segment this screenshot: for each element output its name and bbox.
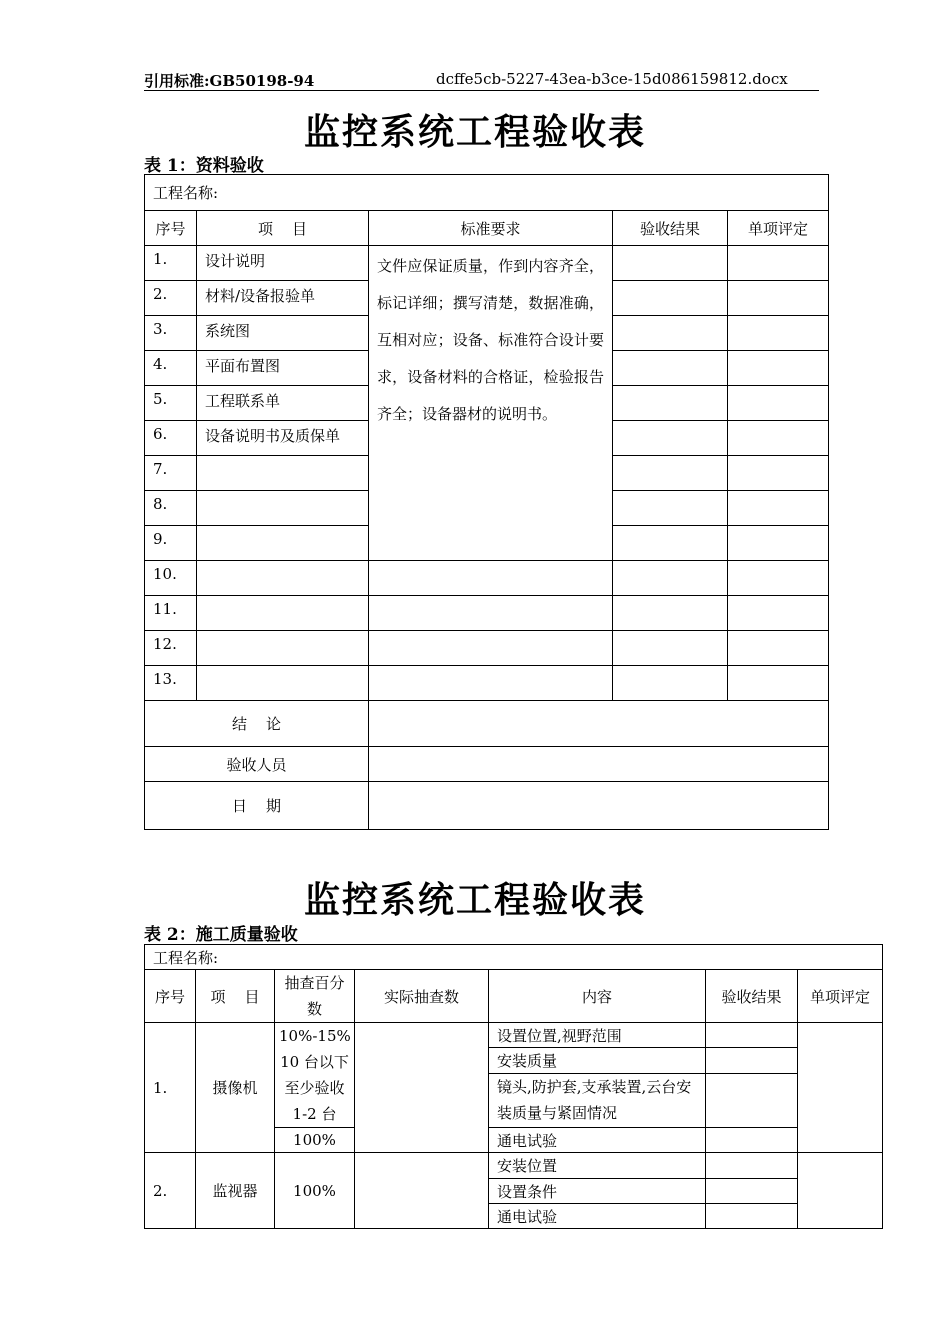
header-sample-percent: 抽查百分数 [275, 970, 355, 1023]
row-seq: 11. [145, 596, 197, 631]
header-rating: 单项评定 [798, 970, 883, 1023]
result-cell[interactable] [706, 1073, 798, 1127]
result-cell[interactable] [613, 526, 728, 561]
row-seq: 2. [145, 1153, 196, 1229]
date-field[interactable] [369, 782, 829, 830]
row-item: 平面布置图 [197, 351, 369, 386]
table2-subtitle: 表 2：施工质量验收 [144, 925, 298, 945]
rating-cell[interactable] [798, 1023, 883, 1153]
table-row [145, 596, 829, 631]
table-row [145, 666, 829, 701]
inspectors-field[interactable] [369, 747, 829, 782]
content-item: 设置位置,视野范围 [489, 1023, 706, 1048]
standard-requirements: 文件应保证质量，作到内容齐全，标记详细；撰写清楚，数据准确，互相对应；设备、标准符合设计要求，设备材料的合格证，检验报告齐全；设备器材的说明书。 [369, 246, 613, 561]
monitor-row [145, 1153, 883, 1179]
row-item: 材料/设备报验单 [197, 281, 369, 316]
rating-cell[interactable] [728, 351, 829, 386]
table-row [145, 561, 829, 596]
row-item: 设备说明书及质保单 [197, 421, 369, 456]
row-seq: 6. [145, 421, 197, 456]
row-seq: 12. [145, 631, 197, 666]
standard-cell[interactable] [369, 666, 613, 701]
result-cell[interactable] [613, 316, 728, 351]
row-seq: 4. [145, 351, 197, 386]
rating-cell[interactable] [728, 456, 829, 491]
result-cell[interactable] [613, 456, 728, 491]
result-cell[interactable] [613, 491, 728, 526]
row-seq: 7. [145, 456, 197, 491]
content-item: 通电试验 [489, 1128, 706, 1153]
construction-quality-table [144, 944, 883, 1229]
result-cell[interactable] [613, 666, 728, 701]
result-cell[interactable] [706, 1204, 798, 1229]
project-name-label: 工程名称: [145, 175, 829, 211]
rating-cell[interactable] [728, 386, 829, 421]
header-seq: 序号 [145, 970, 196, 1023]
sample-percent: 100% [275, 1128, 355, 1153]
rating-cell[interactable] [728, 666, 829, 701]
row-item[interactable] [197, 666, 369, 701]
row-item[interactable] [197, 456, 369, 491]
row-item-monitor: 监视器 [196, 1153, 275, 1229]
header-content: 内容 [489, 970, 706, 1023]
content-item: 通电试验 [489, 1204, 706, 1229]
rating-cell[interactable] [728, 631, 829, 666]
result-cell[interactable] [706, 1128, 798, 1153]
conclusion-label: 结 论 [145, 701, 369, 747]
table-row [145, 246, 829, 281]
project-name-label: 工程名称: [145, 945, 883, 970]
row-item: 系统图 [197, 316, 369, 351]
row-seq: 1. [145, 246, 197, 281]
row-item: 工程联系单 [197, 386, 369, 421]
row-seq: 5. [145, 386, 197, 421]
table1-subtitle: 表 1：资料验收 [144, 156, 264, 176]
row-seq: 13. [145, 666, 197, 701]
documents-acceptance-table [144, 174, 829, 830]
row-item[interactable] [197, 491, 369, 526]
rating-cell[interactable] [728, 316, 829, 351]
header-result: 验收结果 [706, 970, 798, 1023]
table2-title: 监控系统工程验收表 [303, 879, 646, 921]
rating-cell[interactable] [728, 281, 829, 316]
header-rule [144, 90, 819, 91]
row-item: 设计说明 [197, 246, 369, 281]
rating-cell[interactable] [728, 421, 829, 456]
result-cell[interactable] [613, 631, 728, 666]
standard-cell[interactable] [369, 561, 613, 596]
header-item: 项 目 [197, 211, 369, 246]
result-cell[interactable] [706, 1023, 798, 1048]
rating-cell[interactable] [728, 596, 829, 631]
row-item[interactable] [197, 561, 369, 596]
content-item: 设置条件 [489, 1179, 706, 1204]
content-item: 安装质量 [489, 1048, 706, 1073]
standard-cell[interactable] [369, 631, 613, 666]
result-cell[interactable] [706, 1179, 798, 1204]
conclusion-field[interactable] [369, 701, 829, 747]
rating-cell[interactable] [728, 246, 829, 281]
row-seq: 9. [145, 526, 197, 561]
header-standard: 标准要求 [369, 211, 613, 246]
result-cell[interactable] [613, 596, 728, 631]
row-item[interactable] [197, 526, 369, 561]
rating-cell[interactable] [728, 561, 829, 596]
result-cell[interactable] [706, 1153, 798, 1179]
result-cell[interactable] [706, 1048, 798, 1073]
header-seq: 序号 [145, 211, 197, 246]
header-rating: 单项评定 [728, 211, 829, 246]
date-label: 日 期 [145, 782, 369, 830]
document-filename: dcffe5cb-5227-43ea-b3ce-15d086159812.docx [436, 70, 788, 88]
row-seq: 8. [145, 491, 197, 526]
result-cell[interactable] [613, 386, 728, 421]
header-item: 项 目 [196, 970, 275, 1023]
result-cell[interactable] [613, 561, 728, 596]
standard-cell[interactable] [369, 596, 613, 631]
row-item[interactable] [197, 631, 369, 666]
header-actual-count: 实际抽查数 [355, 970, 489, 1023]
result-cell[interactable] [613, 421, 728, 456]
content-item: 安装位置 [489, 1153, 706, 1179]
row-seq: 1. [145, 1023, 196, 1153]
row-seq: 3. [145, 316, 197, 351]
sample-percent: 100% [275, 1153, 355, 1229]
reference-standard: 引用标准:GB50198-94 [144, 72, 315, 90]
table1-title: 监控系统工程验收表 [303, 111, 646, 153]
inspectors-label: 验收人员 [145, 747, 369, 782]
row-seq: 10. [145, 561, 197, 596]
row-item[interactable] [197, 596, 369, 631]
content-item: 镜头,防护套,支承装置,云台安装质量与紧固情况 [489, 1073, 706, 1127]
rating-cell[interactable] [798, 1153, 883, 1229]
rating-cell[interactable] [728, 526, 829, 561]
row-seq: 2. [145, 281, 197, 316]
camera-row [145, 1023, 883, 1048]
result-cell[interactable] [613, 351, 728, 386]
header-result: 验收结果 [613, 211, 728, 246]
row-item-camera: 摄像机 [196, 1023, 275, 1153]
result-cell[interactable] [613, 246, 728, 281]
result-cell[interactable] [613, 281, 728, 316]
actual-count-cell[interactable] [355, 1023, 489, 1153]
sample-percent: 10%-15% 10 台以下 至少验收 1-2 台 [275, 1023, 355, 1128]
actual-count-cell[interactable] [355, 1153, 489, 1229]
table-row [145, 631, 829, 666]
rating-cell[interactable] [728, 491, 829, 526]
